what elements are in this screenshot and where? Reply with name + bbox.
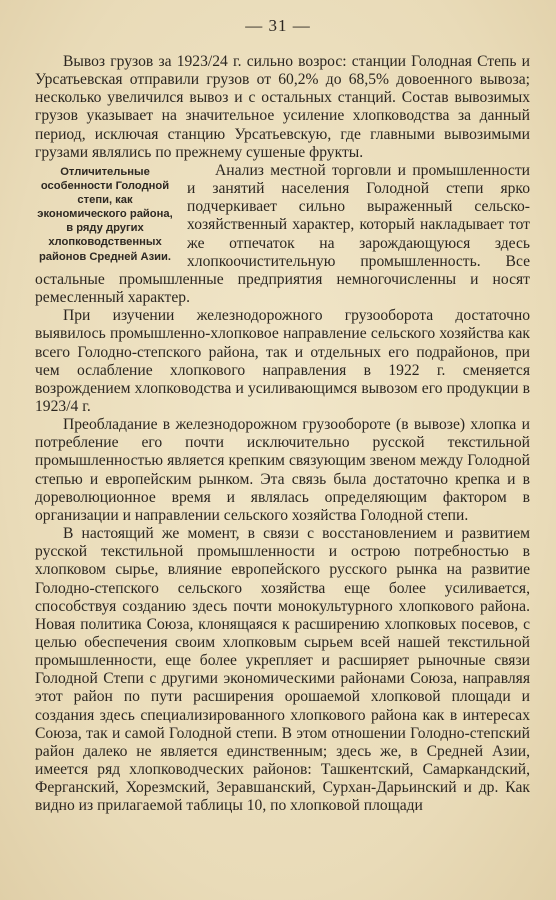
paragraph-railway-turnover: При изучении железнодорожного грузооборота достаточно выявилось промышленно-хлопковое направление сельского хозяйства как всего Голодно-степского района, так и отдельных его подрайонов, при чем ослабление хлопкового направления в 1922 г. сменяется возрождением хлопководства и усиливающимся вывозом его продукции в 1923/4 г. <box>35 307 530 415</box>
paragraph-export-growth: Вывоз грузов за 1923/24 г. сильно возрос: станции Голодная Степь и Урсатьевская отправили грузов от 60,2% до 68,5% довоенного вывоза; несколько увеличился вывоз и с остальных станций. Состав вывозимых грузов указывает на значительное усиление хлопководства за данный период, исключая станцию Урсатьевскую, где главными вывозимыми грузами являлись по прежнему сушеные фрукты. <box>35 53 530 161</box>
page-body <box>35 53 530 816</box>
paragraph-cotton-link: Преобладание в железнодорожном грузообороте (в вывозе) хлопка и потребление его почти исключительно русской текстильной промышленностью является крепким связующим звеном между Голодной степью и европейским рынком. Эта связь была достаточно крепка и в дореволюционное время и являлась определяющим фактором в организации и направлении сельского хозяйства Голодной степи. <box>35 416 530 524</box>
margin-note: Отличительные особенности Голодной степи, как экономического района, в ряду других хлопководственных районов Средней Азии. <box>37 165 173 263</box>
paragraph-current-moment: В настоящий же момент, в связи с восстановлением и развитием русской текстильной промышленности и острою потребностью в хлопковом сырье, влияние европейского русского рынка на развитие Голодно-степского сельского хозяйства еще более усиливается, способствуя созданию здесь почти монокультурного хлопкового района. Новая политика Союза, клонящаяся к расширению хлопковых посевов, с целью обеспечения своим хлопковым сырьем всей нашей текстильной промышленности, еще более укрепляет и расширяет рыночные связи Голодной Степи с другими экономическими районами Союза, направляя этот район по пути расширения орошаемой хлопковой площади и создания здесь специализированного хлопкового района как в интересах Союза, так и самой Голодной степи. В этом отношении Голодно-степский район далеко не является единственным; здесь же, в Средней Азии, имеется ряд хлопководческих районов: Ташкентский, Самаркандский, Ферганский, Хорезмский, Зеравшанский, Сурхан-Дарьинский и др. Как видно из прилагаемой таблицы 10, по хлопковой площади <box>35 525 530 815</box>
section-with-margin-note <box>35 162 530 307</box>
paragraph-local-trade: Анализ местной торговли и промышленности и занятий населения Голодной степи ярко подчеркивает сильно выраженный сельско-хозяйственный характер, который накладывает тот же отпечаток на зарождающуюся здесь хлопкоочистительную промышленность. Все остальные промышленные предприятия немногочисленны и носят ремесленный характер. <box>35 161 530 307</box>
page-number: — 31 — <box>245 16 311 35</box>
